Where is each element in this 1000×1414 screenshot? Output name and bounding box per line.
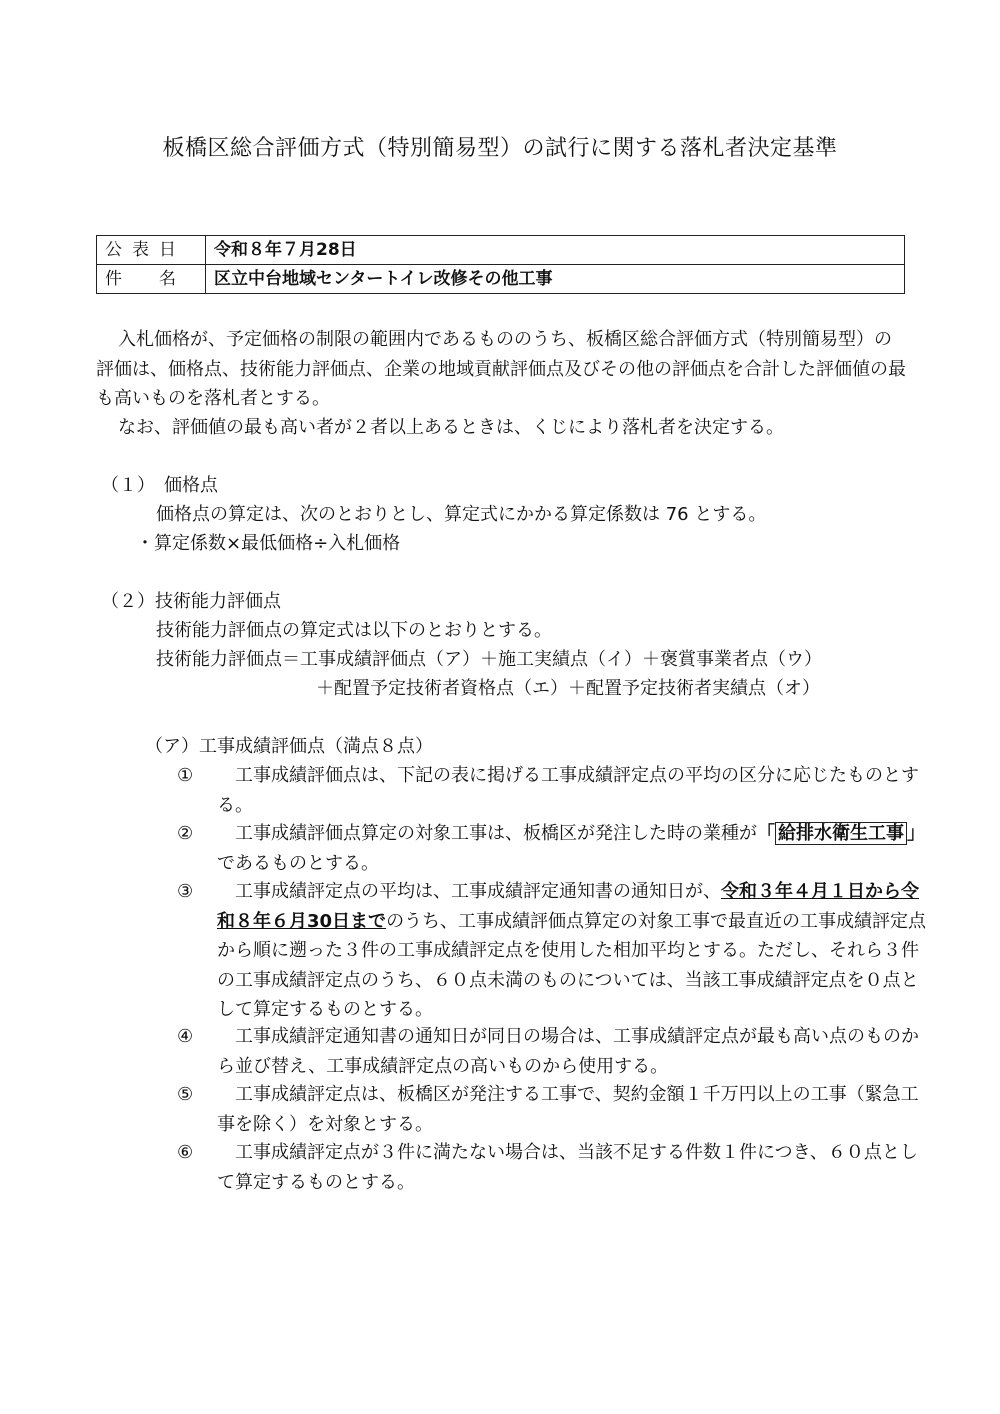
item-number: ⑥ [177, 1142, 194, 1163]
info-value-subject: 区立中台地域センタートイレ改修その他工事 [206, 265, 905, 294]
item-number: ① [177, 765, 194, 786]
intro-paragraph-1: 入札価格が、予定価格の制限の範囲内であるもののうち、板橋区総合評価方式（特別簡易型）の評価は、価格点、技術能力評価点、企業の地域貢献評価点及びその他の評価点を合計した評価値の最も高いものを落札者とする。 [96, 329, 906, 409]
document-title: 板橋区総合評価方式（特別簡易型）の試行に関する落札者決定基準 [162, 136, 838, 161]
item-text-after: のうち、工事成績評価点算定の対象工事で最直近の工事成績評定点から順に遡った３件の工事成績評定点を使用した相加平均とする。ただし、それら３件の工事成績評定点のうち、６０点未満のものについては、当該工事成績評定点を０点として算定するものとする。 [217, 910, 927, 1020]
list-item-2 [177, 819, 929, 878]
item-text: 工事成績評定通知書の通知日が同日の場合は、工事成績評定点が最も高い点のものから並び替え、工事成績評定点の高いものから使用する。 [217, 1026, 919, 1077]
section2-text: 技術能力評価点の算定式は以下のとおりとする。 [156, 620, 552, 641]
info-label-subject: 件 名 [97, 265, 206, 294]
list-item-4 [177, 1022, 929, 1081]
list-item-5 [177, 1080, 929, 1139]
section1-heading: （１） 価格点 [101, 475, 218, 496]
list-item-1 [177, 761, 929, 820]
item-text: 工事成績評価点は、下記の表に掲げる工事成績評定点の平均の区分に応じたものとする。 [217, 765, 919, 816]
section2-formula-line2: ＋配置予定技術者資格点（エ）＋配置予定技術者実績点（オ） [316, 678, 820, 699]
intro-paragraph-2: なお、評価値の最も高い者が２者以上あるときは、くじにより落札者を決定する。 [118, 417, 784, 438]
item-number: ④ [177, 1026, 194, 1047]
item-text: 工事成績評定点の平均は、工事成績評定通知書の通知日が、 [235, 881, 721, 902]
section1-formula: ・算定係数×最低価格÷入札価格 [136, 533, 401, 554]
underlined-period: 令和３年４月１日から令和８年６月30日まで [217, 881, 919, 932]
list-item-6 [177, 1138, 929, 1197]
section1-text: 価格点の算定は、次のとおりとし、算定式にかかる算定係数は 76 とする。 [156, 504, 767, 525]
info-table [96, 235, 905, 294]
open-quote: 「 [757, 823, 775, 844]
boxed-trade-label: 給排水衛生工事 [775, 822, 907, 845]
subsection-a-heading: （ア）工事成績評価点（満点８点） [145, 736, 433, 757]
info-row-subject [97, 265, 905, 294]
info-label-date: 公表日 [97, 236, 206, 265]
close-quote: 」 [907, 823, 925, 844]
section2-heading: （２）技術能力評価点 [101, 591, 281, 612]
item-text: 工事成績評価点算定の対象工事は、板橋区が発注した時の業種が [235, 823, 757, 844]
info-value-date: 令和８年７月28日 [206, 236, 905, 265]
item-number: ③ [177, 881, 194, 902]
section2-formula-line1: 技術能力評価点＝工事成績評価点（ア）＋施工実績点（イ）＋褒賞事業者点（ウ） [156, 649, 822, 670]
item-number: ⑤ [177, 1084, 194, 1105]
list-item-3 [177, 877, 929, 1025]
item-text: 工事成績評定点は、板橋区が発注する工事で、契約金額１千万円以上の工事（緊急工事を除く）を対象とする。 [217, 1084, 919, 1135]
item-text: 工事成績評定点が３件に満たない場合は、当該不足する件数１件につき、６０点として算定するものとする。 [217, 1142, 918, 1193]
item-number: ② [177, 823, 194, 844]
item-text-after: であるものとする。 [217, 852, 379, 874]
info-row-date [97, 236, 905, 265]
